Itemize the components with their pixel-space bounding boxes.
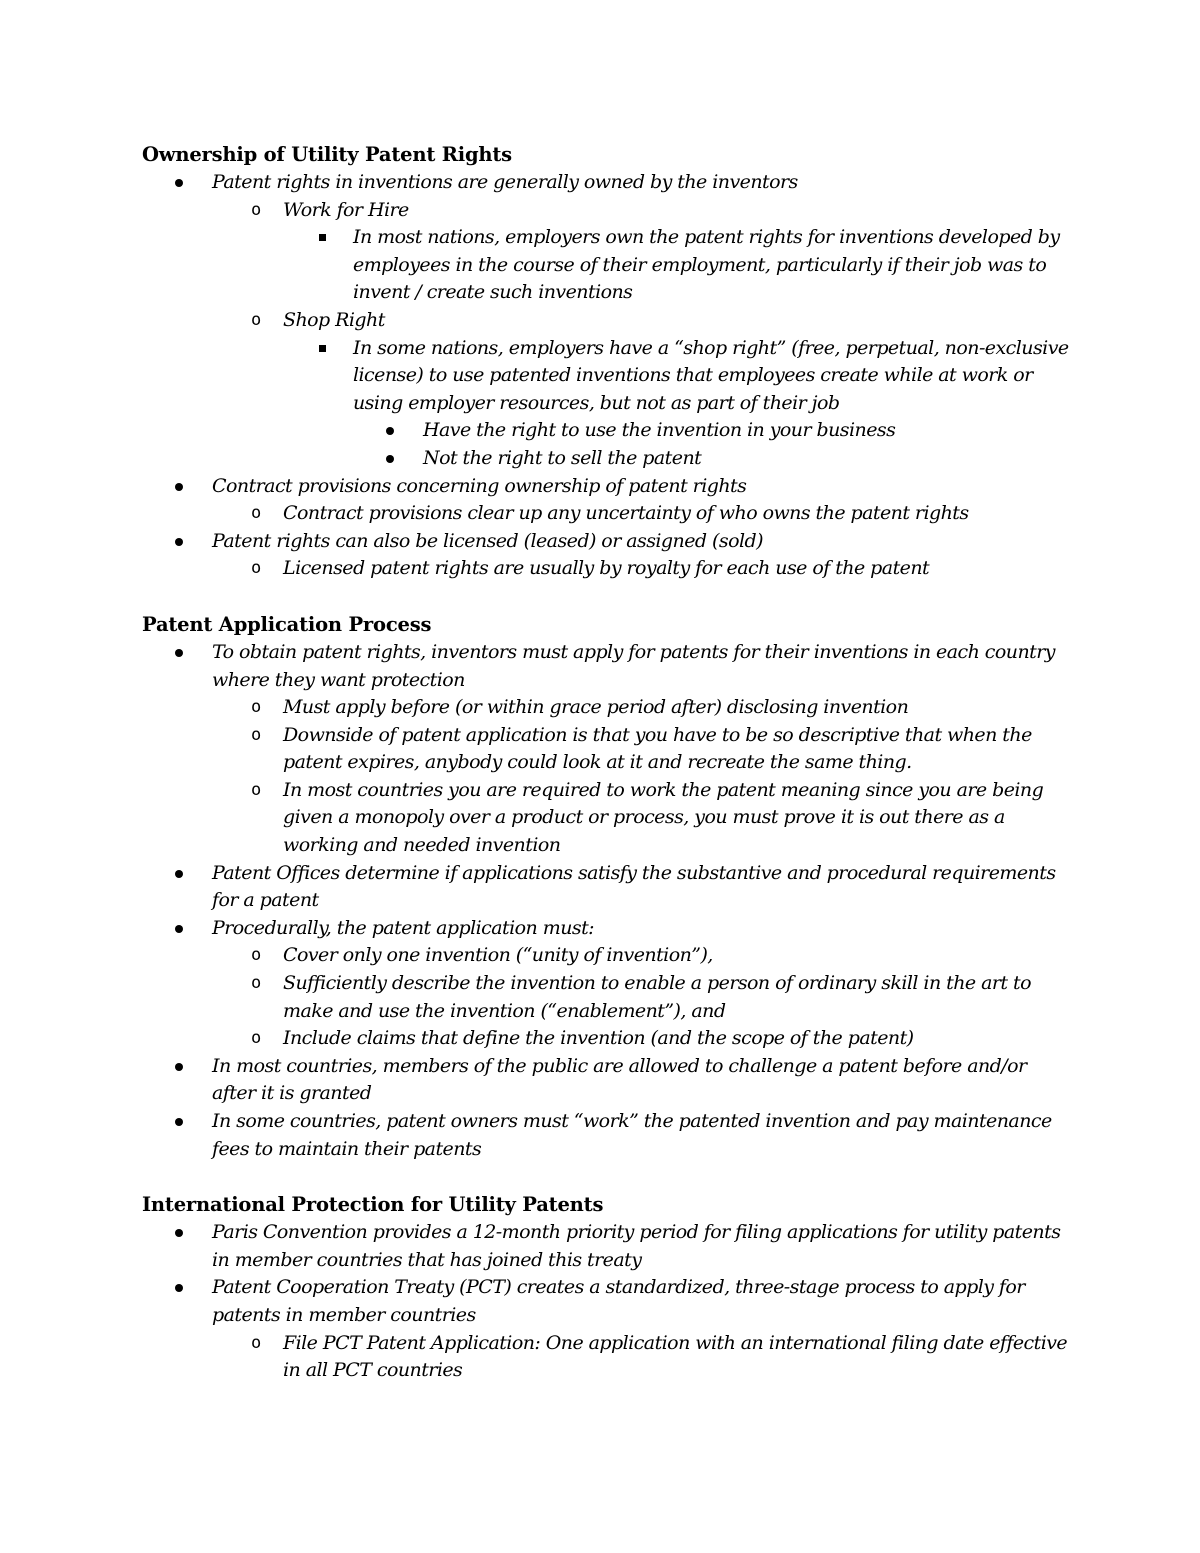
bullet-disc-icon [386,417,394,445]
bullet-circle-icon: o [251,945,262,966]
bullet-circle-icon: o [251,724,262,745]
bullet-circle-icon: o [251,558,262,579]
bullet-disc-icon [175,639,183,667]
section-heading: Patent Application Process [142,612,432,636]
list-item: In some countries, patent owners must “work” the patented invention and pay maintenance fees to maintain their patents [142,1108,1072,1163]
list-item: Patent Cooperation Treaty (PCT) creates a standardized, three-stage process to apply for patents in member countries [142,1274,1072,1329]
bullet-disc-icon [386,445,394,473]
list-item: Not the right to sell the patent [142,445,1072,473]
bullet-disc-icon [175,1219,183,1247]
list-item: o Must apply before (or within grace period after) disclosing invention [142,694,1072,722]
bullet-disc-icon [175,473,183,501]
bullet-disc-icon [175,528,183,556]
section-heading: International Protection for Utility Patents [142,1193,604,1217]
section-heading: Ownership of Utility Patent Rights [142,143,512,166]
bullet-disc-icon [175,915,183,943]
list-item: o Shop Right [142,307,1072,335]
list-item: In most nations, employers own the patent rights for inventions developed by employees in the course of their employment, particularly if their job was to invent / create such inventions [353,226,1060,304]
bullet-circle-icon: o [251,503,262,524]
list-item: In most countries, members of the public are allowed to challenge a patent before and/or after it is granted [142,1053,1072,1108]
bullet-disc-icon [175,1274,183,1302]
list-item: o Sufficiently describe the invention to enable a person of ordinary skill in the art to make and use the invention (“enablement”), and [251,972,1031,1022]
bullet-list [142,1219,1072,1385]
bullet-circle-icon: o [251,309,262,330]
bullet-circle-icon: o [251,199,262,220]
section-ownership [142,141,1072,583]
list-item: Patent Offices determine if applications satisfy the substantive and procedural requirements for a patent [142,860,1072,915]
bullet-list [142,169,1072,583]
bullet-circle-icon: o [251,1028,262,1049]
list-item: o Cover only one invention (“unity of invention”), [142,942,1072,970]
list-item: Patent rights in inventions are generally owned by the inventors [142,169,1072,197]
section-application-process [142,611,1072,1163]
list-item: o Contract provisions clear up any uncertainty of who owns the patent rights [142,500,1072,528]
bullet-list [142,639,1072,1163]
bullet-circle-icon: o [251,697,262,718]
list-item: Contract provisions concerning ownership of patent rights [142,473,1072,501]
list-item: o In most countries you are required to work the patent meaning since you are being given a monopoly over a product or process, you must prove it is out there as a working and needed invention [251,778,1044,857]
document-body [142,141,1072,1385]
bullet-circle-icon: o [251,779,262,800]
bullet-disc-icon [175,1053,183,1081]
list-item: In some nations, employers have a “shop right” (free, perpetual, non-exclusive license) to use patented inventions that employees create while at work or using employer resources, but not as part of their job [353,336,1069,414]
section-international-protection [142,1191,1072,1385]
list-item: o Include claims that define the invention (and the scope of the patent) [142,1025,1072,1053]
bullet-disc-icon [175,169,183,197]
list-item: o Work for Hire [142,197,1072,225]
list-item: Procedurally, the patent application must: [142,915,1072,943]
list-item: Patent rights can also be licensed (leased) or assigned (sold) [142,528,1072,556]
list-item: To obtain patent rights, inventors must apply for patents for their inventions in each country where they want protection [142,639,1072,694]
bullet-disc-icon [175,1108,183,1136]
bullet-circle-icon: o [251,973,262,994]
list-item: o Licensed patent rights are usually by royalty for each use of the patent [142,555,1072,583]
bullet-disc-icon [175,860,183,888]
list-item: Have the right to use the invention in your business [142,417,1072,445]
list-item: Paris Convention provides a 12-month priority period for filing applications for utility patents in member countries that has joined this treaty [142,1219,1072,1274]
list-item: o Downside of patent application is that you have to be so descriptive that when the patent expires, anybody could look at it and recreate the same thing. [251,723,1032,774]
bullet-circle-icon: o [251,1332,262,1353]
list-item: o File PCT Patent Application: One application with an international filing date effective in all PCT countries [251,1331,1068,1382]
